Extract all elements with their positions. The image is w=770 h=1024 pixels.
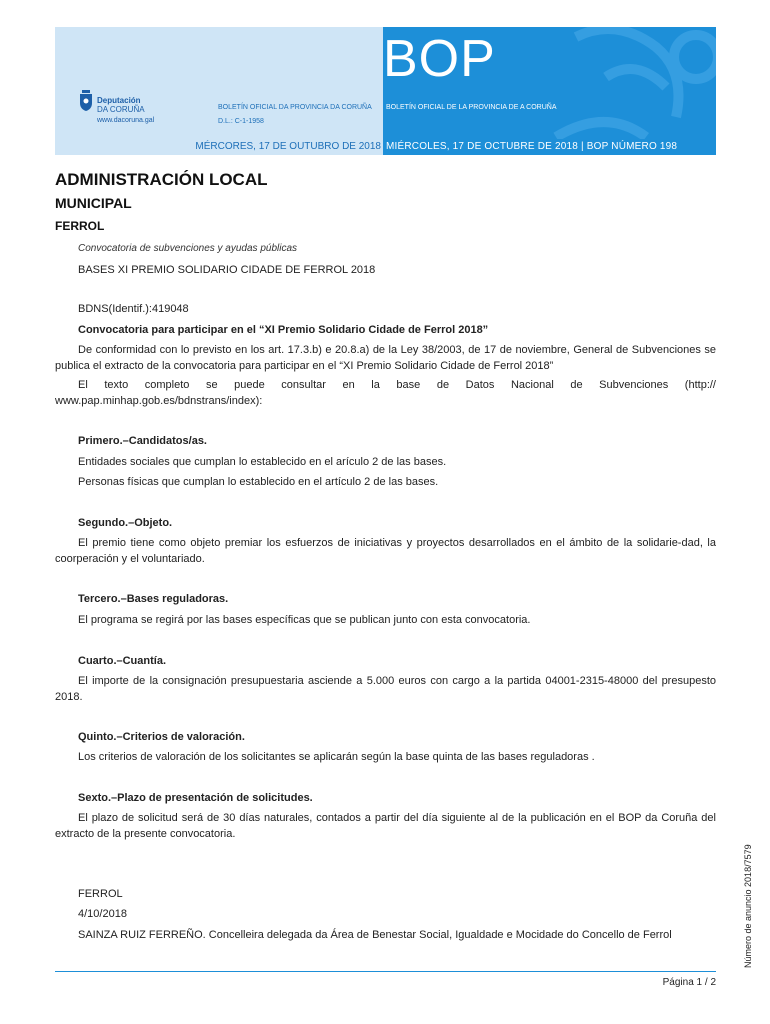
heading-cuarto: Cuarto.–Cuantía.	[78, 655, 167, 667]
plazo-paragraph: El plazo de solicitud será de 30 días naturales, contados a partir del día siguiente al de la publicación en el BOP da Coruña del extracto de la presente convocatoria.	[55, 812, 716, 840]
heading-tercero: Tercero.–Bases reguladoras.	[78, 593, 229, 605]
signature-name: SAINZA RUIZ FERREÑO. Concelleira delegada da Área de Benestar Social, Igualdade e Mocidade do Concello de Ferrol	[78, 929, 672, 941]
signature-date: 4/10/2018	[78, 908, 127, 920]
convocatoria-type: Convocatoria de subvenciones y ayudas públicas	[78, 243, 298, 254]
heading-sexto: Sexto.–Plazo de presentación de solicitudes.	[78, 792, 313, 804]
convocatoria-heading: Convocatoria para participar en el “XI Premio Solidario Cidade de Ferrol 2018”	[78, 324, 489, 336]
heading-quinto: Quinto.–Criterios de valoración.	[78, 731, 245, 743]
bdns-id: BDNS(Identif.):419048	[78, 303, 189, 315]
bop-title: BOP	[383, 30, 496, 88]
announcement-number: Número de anuncio 2018/7579	[743, 844, 753, 968]
cuantia-paragraph: El importe de la consignación presupuestaria asciende a 5.000 euros con cargo a la partida 04001-2315-48000 del presupesto 2018.	[55, 675, 716, 703]
section-title: ADMINISTRACIÓN LOCAL	[55, 170, 268, 189]
footer-divider	[55, 971, 716, 972]
bulletin-title-galician: BOLETÍN OFICIAL DA PROVINCIA DA CORUÑA	[218, 104, 372, 111]
reference-paragraph: El texto completo se puede consultar en la base de Datos Nacional de Subvenciones (http:// www.pap.minhap.gob.es/bdnstrans/index):	[55, 379, 716, 407]
page-number: Página 1 / 2	[662, 977, 716, 988]
logo-text: Deputación DA CORUÑA	[97, 96, 145, 114]
bases-title: BASES XI PREMIO SOLIDARIO CIDADE DE FERROL 2018	[78, 264, 376, 276]
bases-paragraph: El programa se regirá por las bases específicas que se publican junto con esta convocatoria.	[78, 614, 531, 626]
subsection-title: MUNICIPAL	[55, 195, 132, 211]
heading-primero: Primero.–Candidatos/as.	[78, 435, 207, 447]
candidates-line-2: Personas físicas que cumplan lo establecido en el artículo 2 de las bases.	[78, 476, 439, 488]
date-spanish: MIÉRCOLES, 17 DE OCTUBRE DE 2018 | BOP NÚMERO 198	[386, 141, 678, 152]
logo-url[interactable]: www.dacoruna.gal	[97, 117, 155, 124]
signature-place: FERROL	[78, 888, 123, 900]
shield-watermark-icon	[536, 27, 716, 139]
candidates-line-1: Entidades sociales que cumplan lo establecido en el arículo 2 de las bases.	[78, 456, 447, 468]
intro-paragraph: De conformidad con lo previsto en los art. 17.3.b) e 20.8.a) de la Ley 38/2003, de 17 de noviembre, General de Subvenciones se publica el extracto de la convocatoria para participar en el “XI Premio Solidario Cidade de Ferrol 2018”	[55, 344, 716, 372]
legal-deposit: D.L.: C-1-1958	[218, 118, 264, 125]
criterios-paragraph: Los criterios de valoración de los solicitantes se aplicarán según la base quinta de las bases reguladoras .	[78, 751, 595, 763]
bulletin-title-spanish: BOLETÍN OFICIAL DE LA PROVINCIA DE A CORUÑA	[386, 104, 557, 111]
place-title: FERROL	[55, 219, 105, 233]
date-galician: MÉRCORES, 17 DE OUTUBRO DE 2018	[195, 141, 381, 152]
objeto-paragraph: El premio tiene como objeto premiar los esfuerzos de iniciativas y proyectos desarrollados en el ámbito de la solidarie-dad, la coorperación y el voluntariado.	[55, 537, 716, 565]
heading-segundo: Segundo.–Objeto.	[78, 517, 173, 529]
coat-of-arms-icon	[78, 90, 94, 112]
